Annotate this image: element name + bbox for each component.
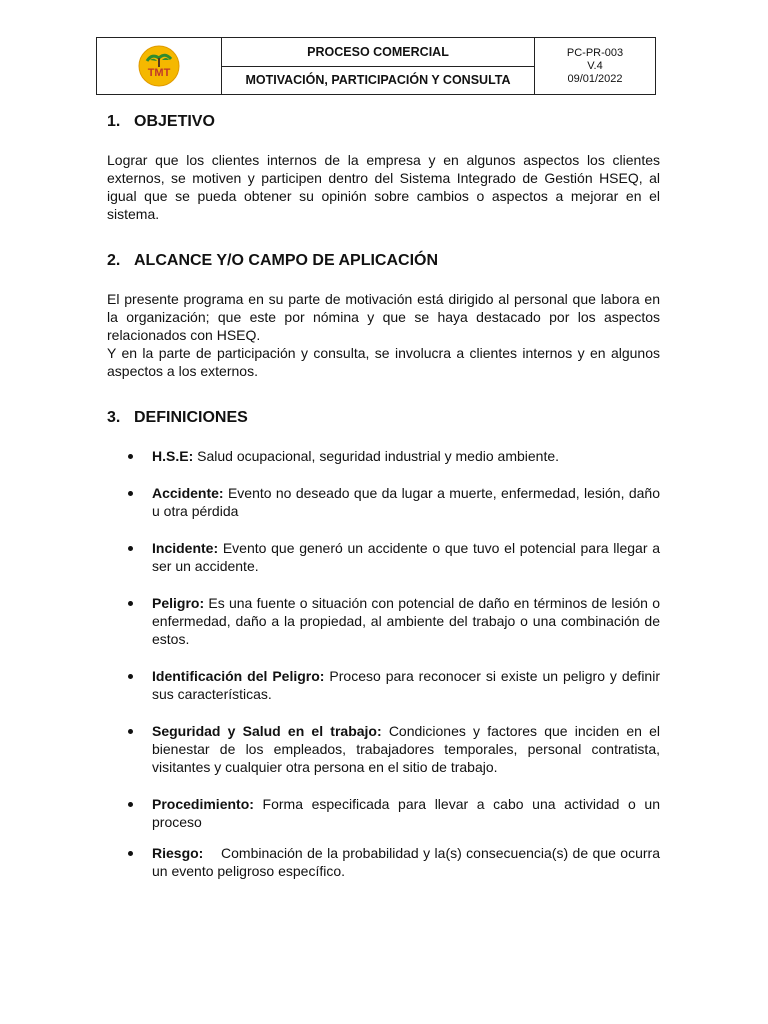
definition-item [107, 447, 660, 465]
definition-text: Salud ocupacional, seguridad industrial y medio ambiente. [193, 448, 560, 464]
logo-text: TMT [147, 67, 171, 79]
alcance-paragraph-1: El presente programa en su parte de motivación está dirigido al personal que labora en la organización; que este por nómina y que se haya destacado por los aspectos relacionados con HSEQ. [107, 291, 660, 343]
definition-item [107, 795, 660, 831]
alcance-paragraph-2: Y en la parte de participación y consulta, se involucra a clientes internos y en algunos aspectos a los externos. [107, 345, 660, 379]
logo-cell [97, 38, 222, 94]
definition-item [107, 594, 660, 648]
bullet-icon [128, 546, 133, 551]
definition-item [107, 667, 660, 703]
document-date: 09/01/2022 [567, 72, 623, 85]
definition-term: Incidente: [152, 540, 219, 556]
definition-text: Evento no deseado que da lugar a muerte, enfermedad, lesión, daño u otra pérdida [152, 485, 660, 519]
section-heading-alcance: 2. ALCANCE Y/O CAMPO DE APLICACIÓN [107, 252, 439, 269]
definition-text: Combinación de la probabilidad y la(s) consecuencia(s) de que ocurra un evento peligroso específico. [152, 845, 664, 879]
objetivo-paragraph: Lograr que los clientes internos de la empresa y en algunos aspectos los clientes externos, se motiven y participen dentro del Sistema Integrado de Gestión HSEQ, al igual que se pueda obtener su opinión sobre cambios o aspectos a mejorar en el sistema. [107, 152, 660, 222]
document-body [107, 110, 664, 880]
definition-term: Peligro: [152, 595, 205, 611]
bullet-icon [128, 491, 133, 496]
definition-text: Evento que generó un accidente o que tuvo el potencial para llegar a ser un accidente. [152, 540, 660, 574]
bullet-icon [128, 729, 133, 734]
definition-term: Accidente: [152, 485, 224, 501]
bullet-icon [128, 454, 133, 459]
section-heading-objetivo: 1. OBJETIVO [107, 113, 215, 130]
company-logo [138, 45, 180, 87]
definition-item [107, 484, 660, 520]
document-code: PC-PR-003 [566, 46, 624, 59]
subprocess-title: MOTIVACIÓN, PARTICIPACIÓN Y CONSULTA [245, 73, 511, 88]
bullet-icon [128, 674, 133, 679]
process-title: PROCESO COMERCIAL [222, 38, 534, 67]
title-cell [222, 38, 535, 94]
bullet-icon [128, 601, 133, 606]
definition-term: Identificación del Peligro: [152, 668, 325, 684]
definition-text: Forma especificada para llevar a cabo una actividad o un proceso [152, 796, 660, 830]
definition-text: Proceso para reconocer si existe un peligro y definir sus características. [152, 668, 660, 702]
definition-item [107, 844, 664, 880]
document-header [96, 37, 656, 95]
definition-term: Riesgo: [152, 845, 204, 861]
definition-item [107, 539, 660, 575]
section-heading-definiciones: 3. DEFINICIONES [107, 409, 248, 426]
definition-term: Seguridad y Salud en el trabajo: [152, 723, 382, 739]
definition-text: Es una fuente o situación con potencial de daño en términos de lesión o enfermedad, daño a la propiedad, al ambiente del trabajo o una combinación de estos. [152, 595, 660, 647]
definition-text: Condiciones y factores que inciden en el bienestar de los empleados, trabajadores temporales, personal contratista, visitantes y cualquier otra persona en el sitio de trabajo. [152, 723, 660, 775]
bullet-icon [128, 802, 133, 807]
bullet-icon [128, 851, 133, 856]
definition-term: H.S.E: [152, 448, 194, 464]
definition-term: Procedimiento: [152, 796, 254, 812]
document-version: V.4 [587, 59, 603, 72]
definition-item [107, 722, 660, 776]
definitions-list [107, 447, 664, 880]
code-cell [535, 38, 655, 94]
